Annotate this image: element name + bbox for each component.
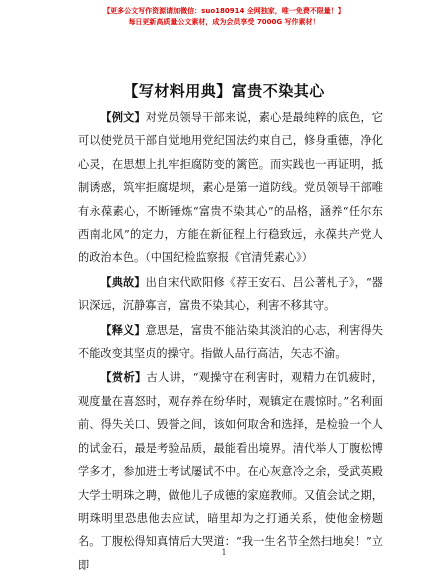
page-number: 1	[221, 548, 227, 557]
paragraph-tag: 【释义】	[100, 322, 146, 337]
paragraph-text: 出自宋代欧阳修《荐王安石、吕公著札子》，“器识深远，沉静寡言，富贵不染其心，利害不移其守。	[78, 275, 383, 313]
paragraph-allusion	[78, 271, 383, 318]
paragraph-tag: 【典故】	[100, 274, 146, 289]
paragraph-text: 古人讲，“观操守在利害时，观精力在饥疲时，观度量在喜怒时，观存养在纷华时，观镇定在震惊时。”名利面前、得失关口、毁誉之间，该如何取舍和选择，是检验一个人的试金石，最是考验品质，最能看出境界。清代举人丁腹松博学多才，参加进士考试屡试不中。在心灰意冷之余，受武英殿大学士明珠之聘，做他儿子成德的家庭教师。又值会试之期，明珠明里恐患他去应试，暗里却为之打通关系，使他金榜题名。丁腹松得知真情后大哭道：“我一生名节全然扫地矣！”立即	[78, 371, 383, 572]
promo-banner	[0, 6, 448, 28]
paragraph-meaning	[78, 319, 383, 366]
paragraph-analysis	[78, 366, 383, 577]
paragraph-tag: 【赏析】	[100, 370, 147, 385]
paragraph-text: 意思是，富贵不能沾染其淡泊的心志，利害得失不能改变其坚贞的操守。指做人品行高洁，矢志不渝。	[78, 323, 383, 361]
promo-line-1: 【更多公文写作资源请加微信：suo180914 全网独家，唯一免费不限量！】	[103, 7, 345, 15]
promo-line-2: 每日更新高质量公文素材，成为会员享受 7000G 写作素材！	[128, 18, 320, 26]
paragraph-tag: 【例文】	[100, 110, 146, 124]
document-body	[78, 106, 383, 578]
paragraph-example	[78, 106, 383, 270]
paragraph-text: 对党员领导干部来说，素心是最纯粹的底色，它可以使党员干部自觉地用党纪国法约束自己，修身重德，净化心灵，在思想上扎牢拒腐防变的篱笆。而实践也一再证明，抵制诱惑，筑牢拒腐堤坝，素心是第一道防线。党员领导干部唯有永葆素心，不断锤炼“富贵不染其心”的品格，涵养“任尔东西南北风”的定力，方能在新征程上行稳致远，永葆共产党人的政治本色。（中国纪检监察报《官清凭素心》）	[78, 111, 383, 265]
document-title: 【写材料用典】富贵不染其心	[123, 82, 325, 100]
